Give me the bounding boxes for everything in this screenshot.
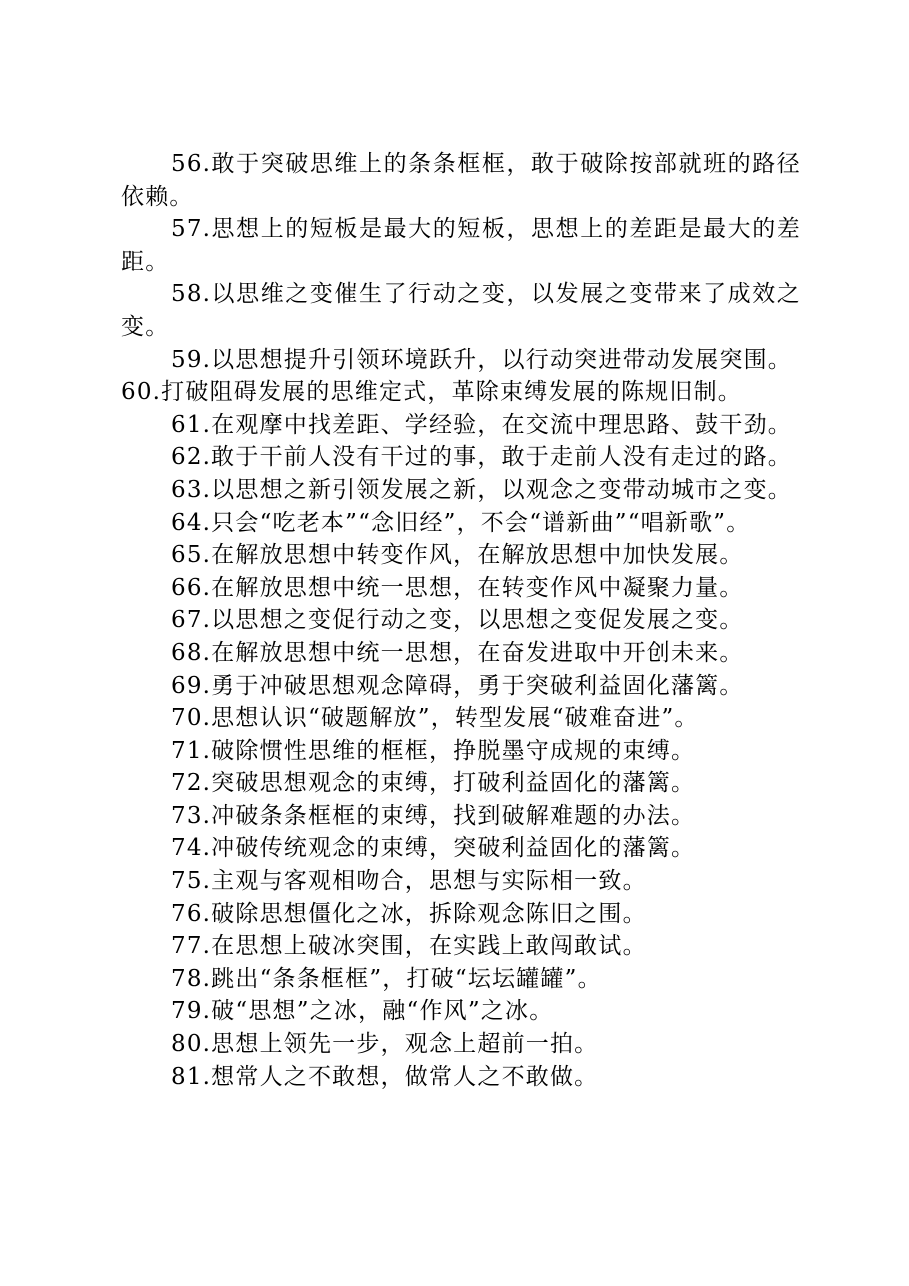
paragraph-61: 61.在观摩中找差距、学经验，在交流中理思路、鼓干劲。 [171,411,792,438]
paragraph-74: 74.冲破传统观念的束缚，突破利益固化的藩篱。 [171,835,696,862]
paragraph-78: 78.跳出“条条框框”，打破“坛坛罐罐”。 [171,965,602,992]
paragraph-81: 81.想常人之不敢想，做常人之不敢做。 [171,1063,599,1090]
paragraph-76: 76.破除思想僵化之冰，拆除观念陈旧之围。 [171,900,647,927]
paragraph-58: 58.以思维之变催生了行动之变，以发展之变带来了成效之变。 [121,281,801,340]
paragraph-60: 60.打破阻碍发展的思维定式，革除束缚发展的陈规旧制。 [121,379,742,406]
paragraph-66: 66.在解放思想中统一思想，在转变作风中凝聚力量。 [171,574,744,601]
paragraph-62: 62.敢于干前人没有干过的事，敢于走前人没有走过的路。 [171,444,792,471]
paragraph-59: 59.以思想提升引领环境跃升，以行动突进带动发展突围。 [171,346,792,373]
paragraph-64: 64.只会“吃老本”“念旧经”，不会“谱新曲”“唱新歌”。 [171,509,751,536]
paragraph-72: 72.突破思想观念的束缚，打破利益固化的藩篱。 [171,770,696,797]
paragraph-67: 67.以思想之变促行动之变，以思想之变促发展之变。 [171,607,744,634]
paragraph-63: 63.以思想之新引领发展之新，以观念之变带动城市之变。 [171,476,792,503]
paragraph-65: 65.在解放思想中转变作风，在解放思想中加快发展。 [171,542,744,569]
paragraph-71: 71.破除惯性思维的框框，挣脱墨守成规的束缚。 [171,737,696,764]
paragraph-75: 75.主观与客观相吻合，思想与实际相一致。 [171,868,647,895]
paragraph-68: 68.在解放思想中统一思想，在奋发进取中开创未来。 [171,639,744,666]
paragraph-57: 57.思想上的短板是最大的短板，思想上的差距是最大的差距。 [121,216,801,275]
paragraph-73: 73.冲破条条框框的束缚，找到破解难题的办法。 [171,802,696,829]
paragraph-69: 69.勇于冲破思想观念障碍，勇于突破利益固化藩篱。 [171,672,744,699]
paragraph-79: 79.破“思想”之冰，融“作风”之冰。 [171,998,554,1025]
paragraph-70: 70.思想认识“破题解放”，转型发展“破难奋进”。 [171,705,699,732]
paragraph-77: 77.在思想上破冰突围，在实践上敢闯敢试。 [171,933,647,960]
document-body [121,148,801,1093]
paragraph-80: 80.思想上领先一步，观念上超前一拍。 [171,1031,599,1058]
paragraph-56: 56.敢于突破思维上的条条框框，敢于破除按部就班的路径依赖。 [121,151,801,210]
